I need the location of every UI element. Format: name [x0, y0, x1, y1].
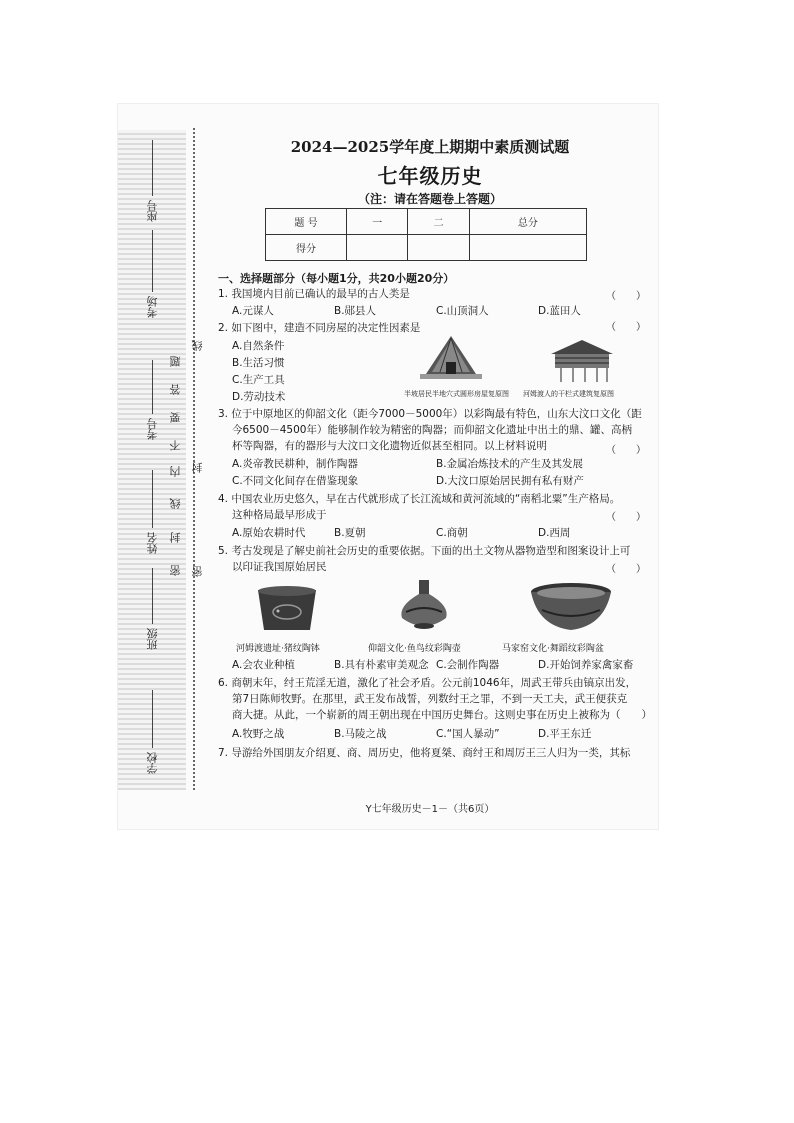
q4-option-d: D.西周: [538, 527, 571, 539]
q3-option-c: C.不同文化间存在借鉴现象: [232, 475, 359, 487]
q6-option-b: B.马陵之战: [334, 728, 387, 740]
seal-right-xian: 线: [191, 340, 204, 351]
q4-option-b: B.夏朝: [334, 527, 366, 539]
seal-char-nei: 内: [169, 466, 182, 477]
label-school: 学校: [146, 752, 159, 774]
pig-pattern-bowl-image: [254, 582, 320, 634]
score-header-part1: 一: [347, 209, 408, 235]
q3-line-1: 3. 位于中原地区的仰韶文化（距今7000－5000年）以彩陶最有特色，山东大汶口文化（距: [218, 408, 642, 420]
label-name: 姓名: [146, 532, 159, 554]
q2-caption-stilt-house: 河姆渡人的干栏式建筑复原图: [523, 390, 614, 398]
q7-line-1: 7. 导游给外国朋友介绍夏、商、周历史，他将夏桀、商纣王和周厉王三人归为一类，其标: [218, 747, 631, 759]
q5-option-d: D.开始饲养家禽家畜: [538, 659, 634, 671]
q5-caption-pig-bowl: 河姆渡遗址·猪纹陶钵: [236, 644, 320, 654]
exam-year-title: 2024—2025学年度上期期中素质测试题: [290, 138, 570, 156]
q6-line-1: 6. 商朝末年，纣王荒淫无道，激化了社会矛盾。公元前1046年，周武王带兵由镐京出发，: [218, 677, 637, 689]
page-footer: Y七年级历史－1－（共6页）: [365, 804, 495, 815]
q2-option-a: A.自然条件: [232, 340, 285, 352]
score-cell-total[interactable]: [469, 235, 586, 261]
class-fill-line: [152, 568, 153, 624]
section-heading: 一、选择题部分（每小题1分，共20小题20分）: [218, 272, 455, 285]
label-seat: 座号: [146, 200, 159, 222]
q1-option-a: A.元谋人: [232, 305, 274, 317]
q2-option-b: B.生活习惯: [232, 357, 285, 369]
q1-stem: 1. 我国境内目前已确认的最早的古人类是: [218, 288, 410, 300]
seat-fill-line: [152, 140, 153, 196]
seal-right-feng: 封: [191, 462, 204, 473]
stilt-house-image: [545, 338, 619, 384]
exam-number-fill-line: [152, 360, 153, 414]
seal-dashed-line: [193, 128, 195, 790]
q5-option-c: C.会制作陶器: [436, 659, 500, 671]
score-row-label: 得分: [266, 235, 347, 261]
q5-line-1: 5. 考古发现是了解史前社会历史的重要依据。下面的出土文物从器物造型和图案设计上可: [218, 545, 631, 557]
score-table: [265, 208, 587, 261]
q3-line-3: 杯等陶器，有的器形与大汶口文化遗物近似甚至相同。以上材料说明: [232, 440, 547, 452]
q3-answer-paren[interactable]: （ ）: [606, 445, 646, 456]
q6-line-2: 第7日陈师牧野。在那里，武王发布战誓，列数纣王之罪，不到一天工夫，武王便获克: [232, 693, 628, 705]
label-class: 班级: [146, 628, 159, 650]
q5-line-2: 以印证我国原始居民: [232, 561, 327, 573]
q2-answer-paren[interactable]: （ ）: [606, 322, 646, 333]
q4-line-2: 这种格局最早形成于: [232, 509, 327, 521]
q5-option-a: A.会农业种植: [232, 659, 295, 671]
seal-char-mi: 密: [169, 565, 182, 576]
seal-right-mi: 密: [191, 566, 204, 577]
score-cell-part2[interactable]: [408, 235, 469, 261]
q3-option-d: D.大汶口原始居民拥有私有财产: [436, 475, 584, 487]
q5-caption-fish-vase: 仰韶文化·鱼鸟纹彩陶壶: [368, 644, 461, 654]
school-fill-line: [152, 690, 153, 748]
exam-room-fill-line: [152, 230, 153, 292]
q2-option-d: D.劳动技术: [232, 391, 286, 403]
q4-answer-paren[interactable]: （ ）: [606, 512, 646, 523]
dance-pattern-basin-image: [528, 580, 614, 636]
q3-option-b: B.金属冶炼技术的产生及其发展: [436, 458, 584, 470]
round-hut-image: [420, 334, 482, 384]
q6-option-a: A.牧野之战: [232, 728, 285, 740]
score-header-part2: 二: [408, 209, 469, 235]
label-exam-number: 考号: [146, 418, 159, 440]
q1-option-c: C.山顶洞人: [436, 305, 489, 317]
q6-line-3: 商大捷。从此，一个崭新的周王朝出现在中国历史舞台。这则史事在历史上被称为（ ）: [232, 709, 652, 721]
q3-line-2: 今6500－4500年）能够制作较为精密的陶器；而仰韶文化遗址中出土的鼎、罐、高柄: [232, 424, 632, 436]
q4-line-1: 4. 中国农业历史悠久，早在古代就形成了长江流域和黄河流域的“南稻北粟”生产格局。: [218, 493, 621, 505]
q1-answer-paren[interactable]: （ ）: [606, 291, 646, 302]
q5-answer-paren[interactable]: （ ）: [606, 564, 646, 575]
seal-char-bu: 不: [169, 440, 182, 451]
q2-caption-round-hut: 半坡居民半地穴式圆形房屋复原图: [404, 390, 509, 398]
q3-option-a: A.炎帝教民耕种，制作陶器: [232, 458, 358, 470]
q2-option-c: C.生产工具: [232, 374, 285, 386]
seal-char-yao: 要: [169, 412, 182, 423]
q1-option-d: D.蓝田人: [538, 305, 581, 317]
q5-caption-dance-basin: 马家窑文化·舞蹈纹彩陶盆: [502, 644, 604, 654]
seal-char-ti: 题: [169, 356, 182, 367]
q1-option-b: B.郧县人: [334, 305, 377, 317]
q4-option-c: C.商朝: [436, 527, 468, 539]
seal-char-da: 答: [169, 384, 182, 395]
label-exam-room: 考场: [146, 296, 159, 318]
answer-note: （注：请在答题卷上答题）: [357, 192, 502, 206]
q6-option-c: C.“国人暴动”: [436, 728, 500, 740]
seal-char-feng: 封: [169, 532, 182, 543]
seal-char-xian: 线: [169, 498, 182, 509]
name-fill-line: [152, 470, 153, 528]
score-header-total: 总分: [469, 209, 586, 235]
subject-title: 七年级历史: [377, 164, 483, 188]
q5-option-b: B.具有朴素审美观念: [334, 659, 429, 671]
q6-option-d: D.平王东迁: [538, 728, 592, 740]
score-header-number: 题 号: [266, 209, 347, 235]
fish-bird-vase-image: [394, 578, 454, 634]
q4-option-a: A.原始农耕时代: [232, 527, 306, 539]
q2-stem: 2. 如下图中，建造不同房屋的决定性因素是: [218, 322, 421, 334]
score-cell-part1[interactable]: [347, 235, 408, 261]
